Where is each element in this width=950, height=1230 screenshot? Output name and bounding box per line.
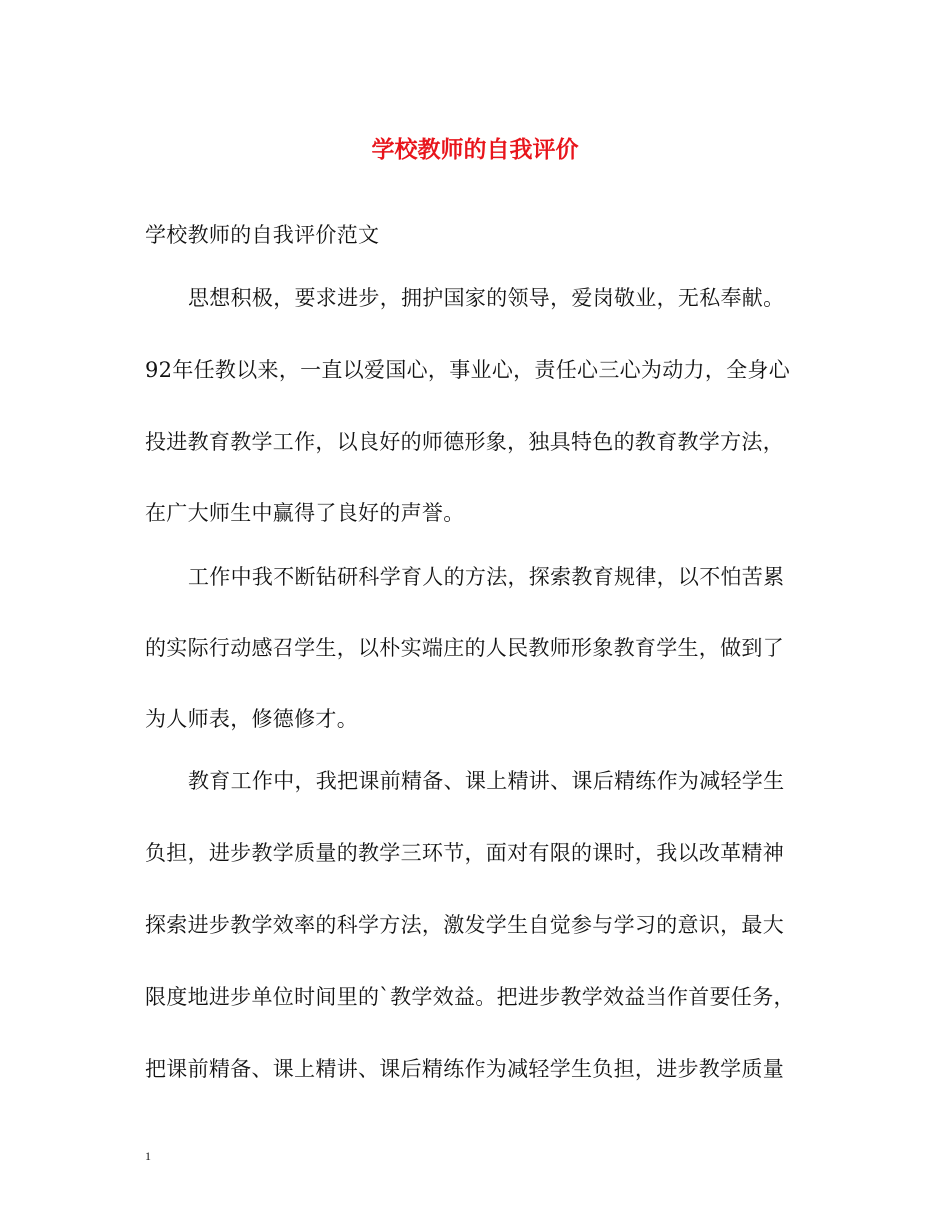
paragraph-line: 工作中我不断钻研科学育人的方法，探索教育规律，以不怕苦累 (188, 565, 785, 589)
paragraph-line: 的实际行动感召学生，以朴实端庄的人民教师形象教育学生，做到了 (145, 636, 784, 660)
paragraph-line: 投进教育教学工作，以良好的师德形象，独具特色的教育教学方法， (145, 430, 784, 454)
document-title: 学校教师的自我评价 (371, 136, 579, 163)
paragraph-line: 思想积极，要求进步，拥护国家的领导，爱岗敬业，无私奉献。 (188, 286, 785, 310)
page-number: 1 (145, 1149, 151, 1163)
paragraph-line: 为人师表，修德修才。 (145, 707, 358, 731)
paragraph-line: 教育工作中，我把课前精备、课上精讲、课后精练作为减轻学生 (188, 769, 785, 793)
paragraph-line: 92年任教以来，一直以爱国心，事业心，责任心三心为动力，全身心 (145, 358, 791, 382)
paragraph-line: 把课前精备、课上精讲、课后精练作为减轻学生负担，进步教学质量 (145, 1057, 784, 1081)
paragraph-line: 限度地进步单位时间里的`教学效益。把进步教学效益当作首要任务， (145, 985, 795, 1009)
paragraph-line: 负担，进步教学质量的教学三环节，面对有限的课时，我以改革精神 (145, 841, 784, 865)
paragraph-line: 在广大师生中赢得了良好的声誉。 (145, 501, 465, 525)
paragraph-line: 探索进步教学效率的科学方法，激发学生自觉参与学习的意识，最大 (145, 913, 784, 937)
document-subtitle: 学校教师的自我评价范文 (145, 223, 380, 247)
